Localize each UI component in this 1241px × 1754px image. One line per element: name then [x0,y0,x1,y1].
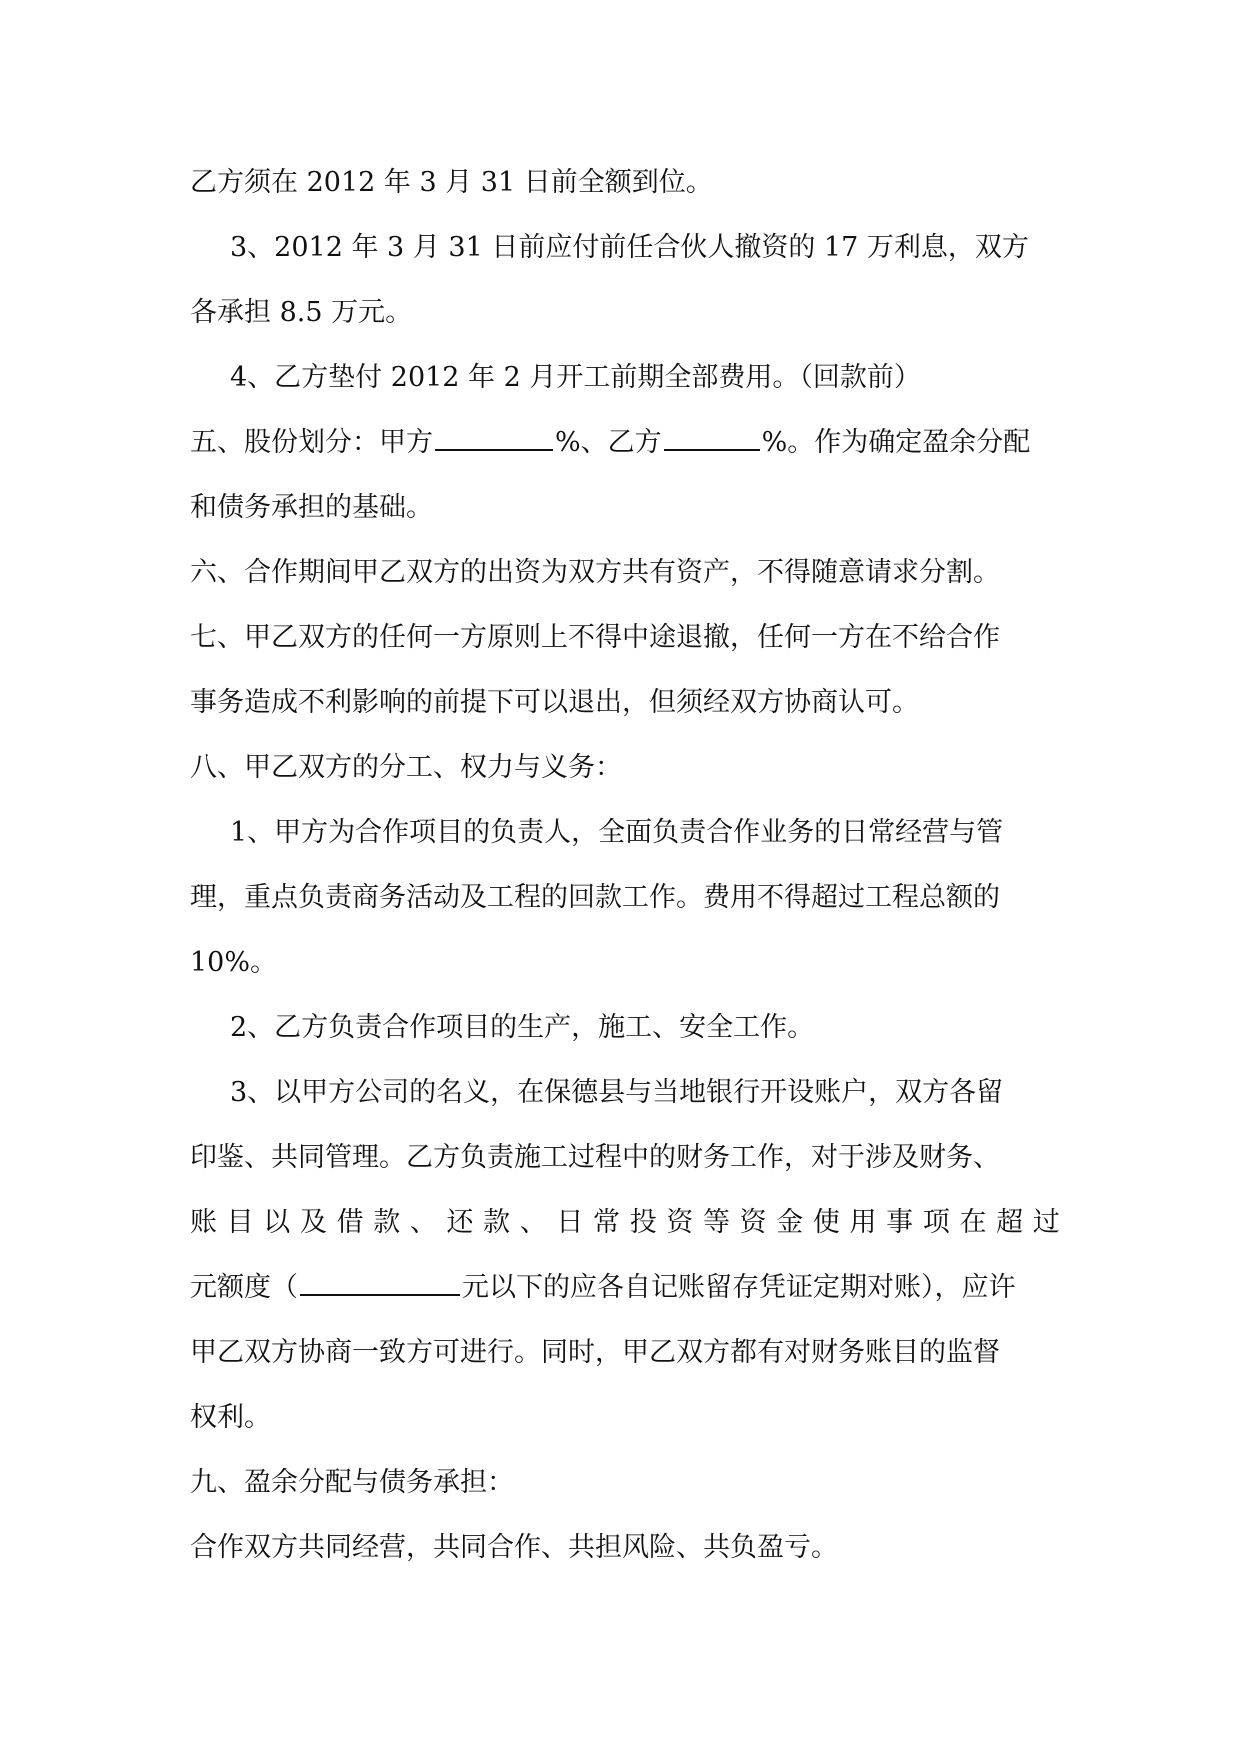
spaced-char: 借 [336,1207,364,1238]
spaced-char: 常 [593,1207,621,1238]
party-b-share-blank [664,427,760,451]
paragraph-line: 事务造成不利影响的前提下可以退出，但须经双方协商认可。 [190,687,919,718]
spaced-char: 过 [1032,1207,1060,1238]
spaced-char: 日 [556,1207,584,1238]
spaced-char: 以 [263,1207,291,1238]
spaced-char: 使 [812,1207,840,1238]
paragraph-line: 4、乙方垫付 2012 年 2 月开工前期全部费用。（回款前） [230,362,921,393]
spaced-char: 项 [922,1207,950,1238]
paragraph-line: 3、2012 年 3 月 31 日前应付前任合伙人撤资的 17 万利息，双方 [230,232,1029,263]
paragraph-line: 各承担 8.5 万元。 [190,297,413,328]
spaced-char: 用 [849,1207,877,1238]
paragraph-line: 10%。 [190,947,278,978]
share-text-2: %、乙方 [555,427,662,458]
paragraph-line: 乙方须在 2012 年 3 月 31 日前全额到位。 [190,167,713,198]
paragraph-line: 和债务承担的基础。 [190,492,433,523]
paragraph-line: 六、合作期间甲乙双方的出资为双方共有资产，不得随意请求分割。 [190,557,1000,588]
spaced-char: 、 [409,1207,437,1238]
section-heading: 九、盈余分配与债务承担： [190,1467,514,1498]
amount-limit-line [190,1255,1060,1320]
spaced-char: 事 [886,1207,914,1238]
spaced-char: 及 [299,1207,327,1238]
share-text-1: 五、股份划分：甲方 [190,427,433,458]
spaced-char: 、 [519,1207,547,1238]
amount-blank [300,1272,460,1296]
paragraph-line: 理，重点负责商务活动及工程的回款工作。费用不得超过工程总额的 [190,882,1000,913]
paragraph-line: 3、以甲方公司的名义，在保德县与当地银行开设账户，双方各留 [230,1077,1004,1108]
paragraph-line: 七、甲乙双方的任何一方原则上不得中途退撤，任何一方在不给合作 [190,622,1000,653]
spaced-char: 资 [666,1207,694,1238]
spaced-char: 在 [959,1207,987,1238]
party-a-share-blank [435,427,553,451]
spaced-char: 超 [996,1207,1024,1238]
spaced-char: 金 [776,1207,804,1238]
spaced-char: 款 [373,1207,401,1238]
paragraph-line: 1、甲方为合作项目的负责人，全面负责合作业务的日常经营与管 [230,817,1004,848]
paragraph-line: 甲乙双方协商一致方可进行。同时，甲乙双方都有对财务账目的监督 [190,1337,1000,1368]
spaced-paragraph-line [190,1190,1060,1255]
section-heading: 八、甲乙双方的分工、权力与义务： [190,752,622,783]
spaced-char: 账 [190,1207,217,1238]
document-body [190,150,1060,1580]
paragraph-line: 印鉴、共同管理。乙方负责施工过程中的财务工作，对于涉及财务、 [190,1142,1000,1173]
spaced-char: 资 [739,1207,767,1238]
spaced-char: 目 [226,1207,254,1238]
paragraph-line: 权利。 [190,1402,271,1433]
spaced-char: 款 [483,1207,511,1238]
share-division-line [190,410,1060,475]
spaced-char: 等 [702,1207,730,1238]
paragraph-line: 2、乙方负责合作项目的生产，施工、安全工作。 [230,1012,815,1043]
paragraph-line: 合作双方共同经营，共同合作、共担风险、共负盈亏。 [190,1532,838,1563]
spaced-char: 还 [446,1207,474,1238]
amount-text-2: 元以下的应各自记账留存凭证定期对账），应许 [462,1272,1016,1303]
spaced-char: 投 [629,1207,657,1238]
amount-text-1: 元额度（ [190,1272,298,1303]
share-text-3: %。作为确定盈余分配 [761,427,1031,458]
